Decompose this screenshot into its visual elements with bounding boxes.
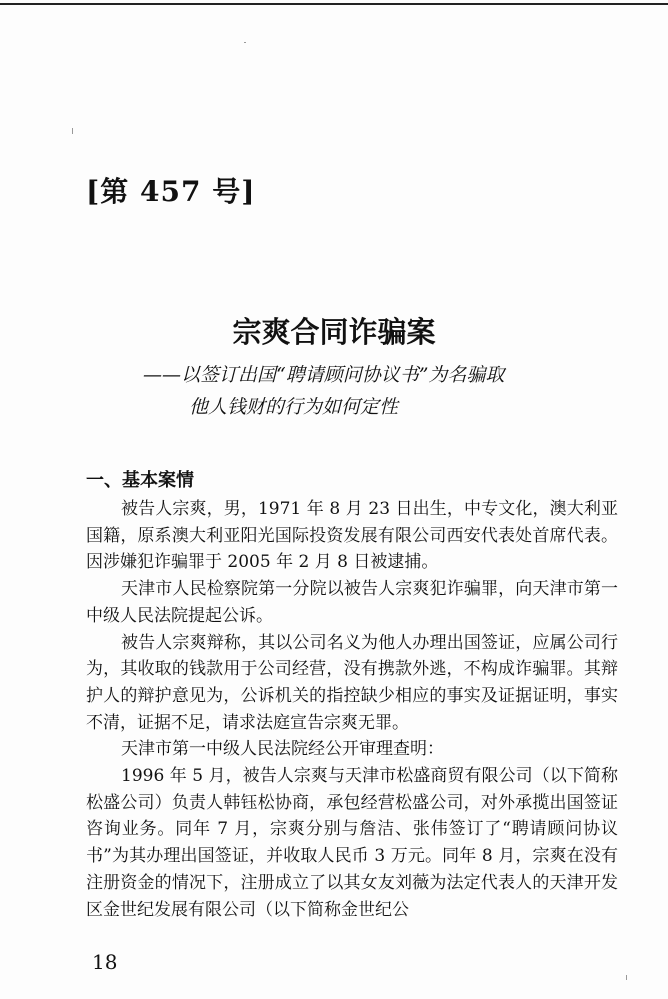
subtitle-line-2: 他人钱财的行为如何定性 [189,396,399,418]
paragraph: 1996 年 5 月，被告人宗爽与天津市松盛商贸有限公司（以下简称松盛公司）负责人韩钰松协商，承包经营松盛公司，对外承揽出国签证咨询业务。同年 7 月，宗爽分别与詹洁、张伟签订了“聘请顾问协议书”为其办理出国签证，并收取人民币 3 万元。同年 8 月，宗爽在没有注册资金的情况下，注册成立了以其女友刘薇为法定代表人的天津开发区金世纪发展有限公司（以下简称金世纪公 [86,766,618,920]
body-text [86,496,618,923]
case-title: 宗爽合同诈骗案 [232,315,436,349]
subtitle-line-1: ——以签订出国“聘请顾问协议书”为名骗取 [143,364,505,386]
scan-speck [244,42,246,43]
section-heading: 一、基本案情 [86,470,194,491]
scan-speck [72,128,73,134]
paragraph: 被告人宗爽辩称，其以公司名义为他人办理出国签证，应属公司行为，其收取的钱款用于公司经营，没有携款外逃，不构成诈骗罪。其辩护人的辩护意见为，公诉机关的指控缺少相应的事实及证据证明，事实不清，证据不足，请求法庭宣告宗爽无罪。 [86,632,618,733]
paragraph: 被告人宗爽，男，1971 年 8 月 23 日出生，中专文化，澳大利亚国籍，原系澳大利亚阳光国际投资发展有限公司西安代表处首席代表。因涉嫌犯诈骗罪于 2005 年 2 月 8 日被逮捕。 [86,499,618,573]
paragraph: 天津市人民检察院第一分院以被告人宗爽犯诈骗罪，向天津市第一中级人民法院提起公诉。 [86,579,618,626]
top-rule [0,3,668,5]
page-number: 18 [92,950,118,974]
scan-speck [626,975,627,980]
paragraph: 天津市第一中级人民法院经公开审理查明： [121,739,444,760]
case-number: [第 457 号] [86,175,256,208]
